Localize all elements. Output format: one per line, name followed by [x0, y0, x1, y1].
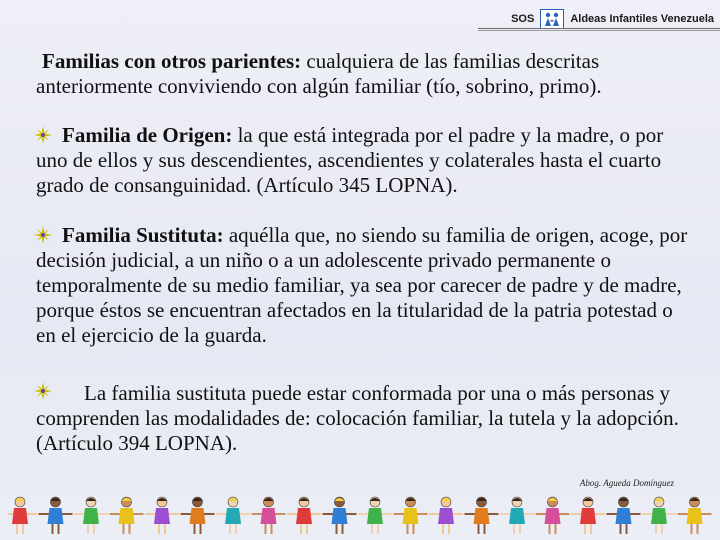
definition-familia-sustituta: aquélla que, no siendo su familia de origen, acoge, por decisión judicial, a un niño o a un adolescente privado permanente o temporalmente de su medio familiar, ya sea por carecer de padre y de madre, porque éstos se encuentran afectados en la titularidad de la patria potestad o en el ejercicio de la guarda. — [36, 223, 688, 347]
child-figure — [607, 497, 641, 534]
paragraph-familia-sustituta — [36, 223, 696, 348]
child-figure — [642, 497, 676, 534]
header-divider — [478, 28, 720, 29]
child-figure — [571, 497, 605, 534]
sos-label: SOS — [511, 13, 535, 25]
signature: Abog. Agueda Domínguez — [579, 478, 674, 488]
term-otros-parientes: Familias con otros parientes: — [42, 49, 302, 73]
definition-familia-origen: la que está integrada por el padre y la madre, o por uno de ellos y sus descendientes, ascendientes y colaterales hasta el cuarto grado de consanguinidad. (Artículo 345 LOPNA). — [36, 123, 664, 197]
organization-name: Aldeas Infantiles Venezuela — [570, 13, 714, 25]
child-figure — [536, 497, 570, 534]
definition-otros-parientes: cualquiera de las familias descritas anteriormente conviviendo con algún familiar (tío, sobrino, primo). — [36, 49, 602, 98]
child-figure — [216, 497, 250, 534]
child-figure — [678, 497, 712, 534]
child-figure — [252, 497, 286, 534]
child-figure — [358, 497, 392, 534]
header-divider-secondary — [478, 30, 720, 31]
child-figure — [8, 497, 37, 534]
child-figure — [145, 497, 179, 534]
term-familia-sustituta: Familia Sustituta: — [62, 223, 224, 247]
child-figure — [465, 497, 499, 534]
paragraph-familia-origen — [36, 123, 696, 198]
child-figure — [429, 497, 463, 534]
paragraph-familia-sustituta-modalidades — [36, 381, 696, 456]
child-figure — [500, 497, 534, 534]
child-figure — [323, 497, 357, 534]
header — [511, 8, 714, 30]
child-figure — [287, 497, 321, 534]
definition-modalidades: La familia sustituta puede estar conformada por una o más personas y comprenden las modalidades de: colocación familiar, la tutela y la adopción. (Artículo 394 LOPNA). — [36, 381, 679, 455]
child-figure — [74, 497, 108, 534]
paragraph-otros-parientes — [36, 49, 696, 99]
child-figure — [110, 497, 144, 534]
children-holding-hands-illustration — [8, 494, 720, 538]
child-figure — [39, 497, 73, 534]
child-figure — [181, 497, 215, 534]
term-familia-origen: Familia de Origen: — [62, 123, 233, 147]
child-figure — [394, 497, 428, 534]
sos-children-logo-icon — [540, 9, 564, 29]
